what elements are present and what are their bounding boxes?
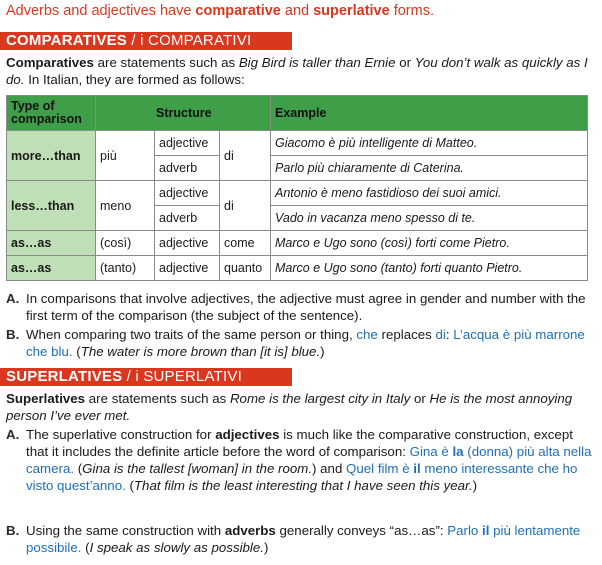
superlatives-header: SUPERLATIVES / i SUPERLATIVI [0, 368, 292, 386]
col-structure-header: Structure [96, 96, 271, 131]
table-row: as…as (tanto) adjective quanto Marco e Ugo sono (tanto) forti quanto Pietro. [7, 256, 588, 281]
intro-bold-superlative: superlative [313, 3, 390, 19]
table-row: as…as (così) adjective come Marco e Ugo sono (così) forti come Pietro. [7, 231, 588, 256]
comparison-table [6, 95, 588, 281]
table-row: more…than più adjective di Giacomo è più intelligente di Matteo. [7, 131, 588, 156]
col-example-header: Example [271, 96, 588, 131]
superlatives-intro: Superlatives are statements such as Rome is the largest city in Italy or He is the most annoying person I’ve ever met. [6, 391, 573, 423]
table-header-row [7, 96, 588, 131]
sup-note-a: A. The superlative construction for adjectives is much like the comparative construction, except that it includes the definite article before the word of comparison: Gina è la (donna) più alta nella camera. (Gina is the tallest [woman] in the room.) and Quel film è il meno interessante che ho visto quest’anno. (That film is the least interesting that I have seen this year.) [6, 427, 592, 493]
intro-bold-comparative: comparative [195, 3, 281, 19]
table-row: adverb Parlo più chiaramente di Caterina. [7, 156, 588, 181]
col-type-header: Type of comparison [7, 96, 96, 131]
intro-line: Adverbs and adjectives have comparative and superlative forms. [6, 3, 434, 19]
comparatives-header: COMPARATIVES / i COMPARATIVI [0, 32, 292, 50]
table-row: less…than meno adjective di Antonio è meno fastidioso dei suoi amici. [7, 181, 588, 206]
comp-note-a: A. In comparisons that involve adjectives, the adjective must agree in gender and number with the first term of the comparison (the subject of the sentence). [6, 291, 586, 323]
comp-note-b: B. When comparing two traits of the same person or thing, che replaces di: L’acqua è più marrone che blu. (The water is more brown than [it is] blue.) [6, 327, 585, 359]
sup-note-b: B. Using the same construction with adverbs generally conveys “as…as”: Parlo il più lentamente possibile. (I speak as slowly as possible.) [6, 523, 581, 555]
comparatives-intro: Comparatives are statements such as Big Bird is taller than Ernie or You don’t walk as quickly as I do. In Italian, they are formed as follows: [6, 55, 588, 87]
table-row: adverb Vado in vacanza meno spesso di te. [7, 206, 588, 231]
